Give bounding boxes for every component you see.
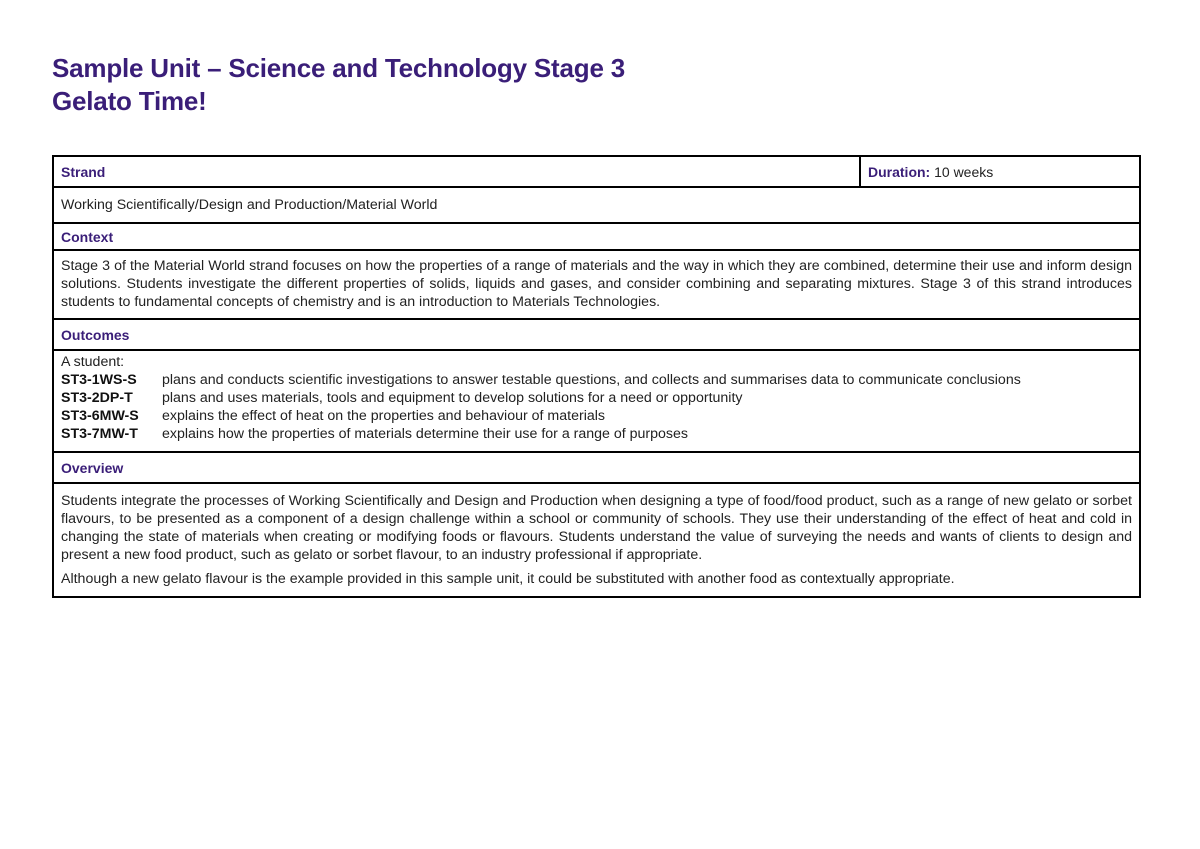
outcome-code: ST3-7MW-T [61, 426, 138, 442]
outcome-description: explains the effect of heat on the properties and behaviour of materials [162, 408, 605, 424]
outcomes-list [53, 350, 1140, 452]
context-heading: Context [53, 223, 1140, 250]
strand-heading: Strand [53, 156, 860, 187]
outcomes-heading-row [53, 319, 1140, 350]
strand-value-row [53, 187, 1140, 223]
duration-label: Duration: [868, 164, 931, 180]
outcomes-heading: Outcomes [53, 319, 1140, 350]
overview-heading-row [53, 452, 1140, 483]
strand-heading-row [53, 156, 1140, 187]
outcomes-intro: A student: [61, 354, 125, 370]
overview-paragraph: Although a new gelato flavour is the example provided in this sample unit, it could be substituted with another food as contextually appropriate. [61, 571, 955, 587]
duration-cell [860, 156, 1140, 187]
duration-value: 10 weeks [934, 164, 994, 180]
page-header [52, 52, 1052, 118]
context-text: Stage 3 of the Material World strand focuses on how the properties of a range of materials and the way in which they are combined, determine their use and inform design solutions. Students investigate the different properties of solids, liquids and gases, and consider combining and separating mixtures. Stage 3 of this strand introduces students to fundamental concepts of chemistry and is an introduction to Materials Technologies. [53, 250, 1140, 319]
unit-table [52, 155, 1141, 598]
context-heading-row [53, 223, 1140, 250]
outcome-item [61, 407, 1132, 425]
outcome-description: explains how the properties of materials determine their use for a range of purposes [162, 426, 689, 442]
overview-body-row [53, 483, 1140, 597]
outcome-item [61, 371, 1132, 389]
page-title: Sample Unit – Science and Technology Stage 3 [52, 53, 625, 83]
outcome-code: ST3-2DP-T [61, 390, 133, 406]
overview-paragraph: Students integrate the processes of Working Scientifically and Design and Production when designing a type of food/food product, such as a range of new gelato or sorbet flavours, to be presented as a component of a design challenge within a school or community of schools. They use their understanding of the effect of heat and cold in changing the state of materials when creating or modifying foods or flavours. Students understand the value of surveying the needs and wants of clients to design and present a new food product, such as gelato or sorbet flavour, to an industry professional if appropriate. [61, 493, 1132, 563]
outcome-item [61, 425, 1132, 443]
outcome-code: ST3-6MW-S [61, 408, 139, 424]
outcome-description: plans and uses materials, tools and equipment to develop solutions for a need or opportunity [162, 390, 743, 406]
page-subtitle: Gelato Time! [52, 86, 207, 116]
context-body-row [53, 250, 1140, 319]
outcome-code: ST3-1WS-S [61, 372, 137, 388]
overview-heading: Overview [53, 452, 1140, 483]
overview-body [53, 483, 1140, 597]
outcome-description: plans and conducts scientific investigations to answer testable questions, and collects and summarises data to communicate conclusions [162, 372, 1021, 388]
outcome-item [61, 389, 1132, 407]
strand-value: Working Scientifically/Design and Production/Material World [53, 187, 1140, 223]
outcomes-body-row [53, 350, 1140, 452]
